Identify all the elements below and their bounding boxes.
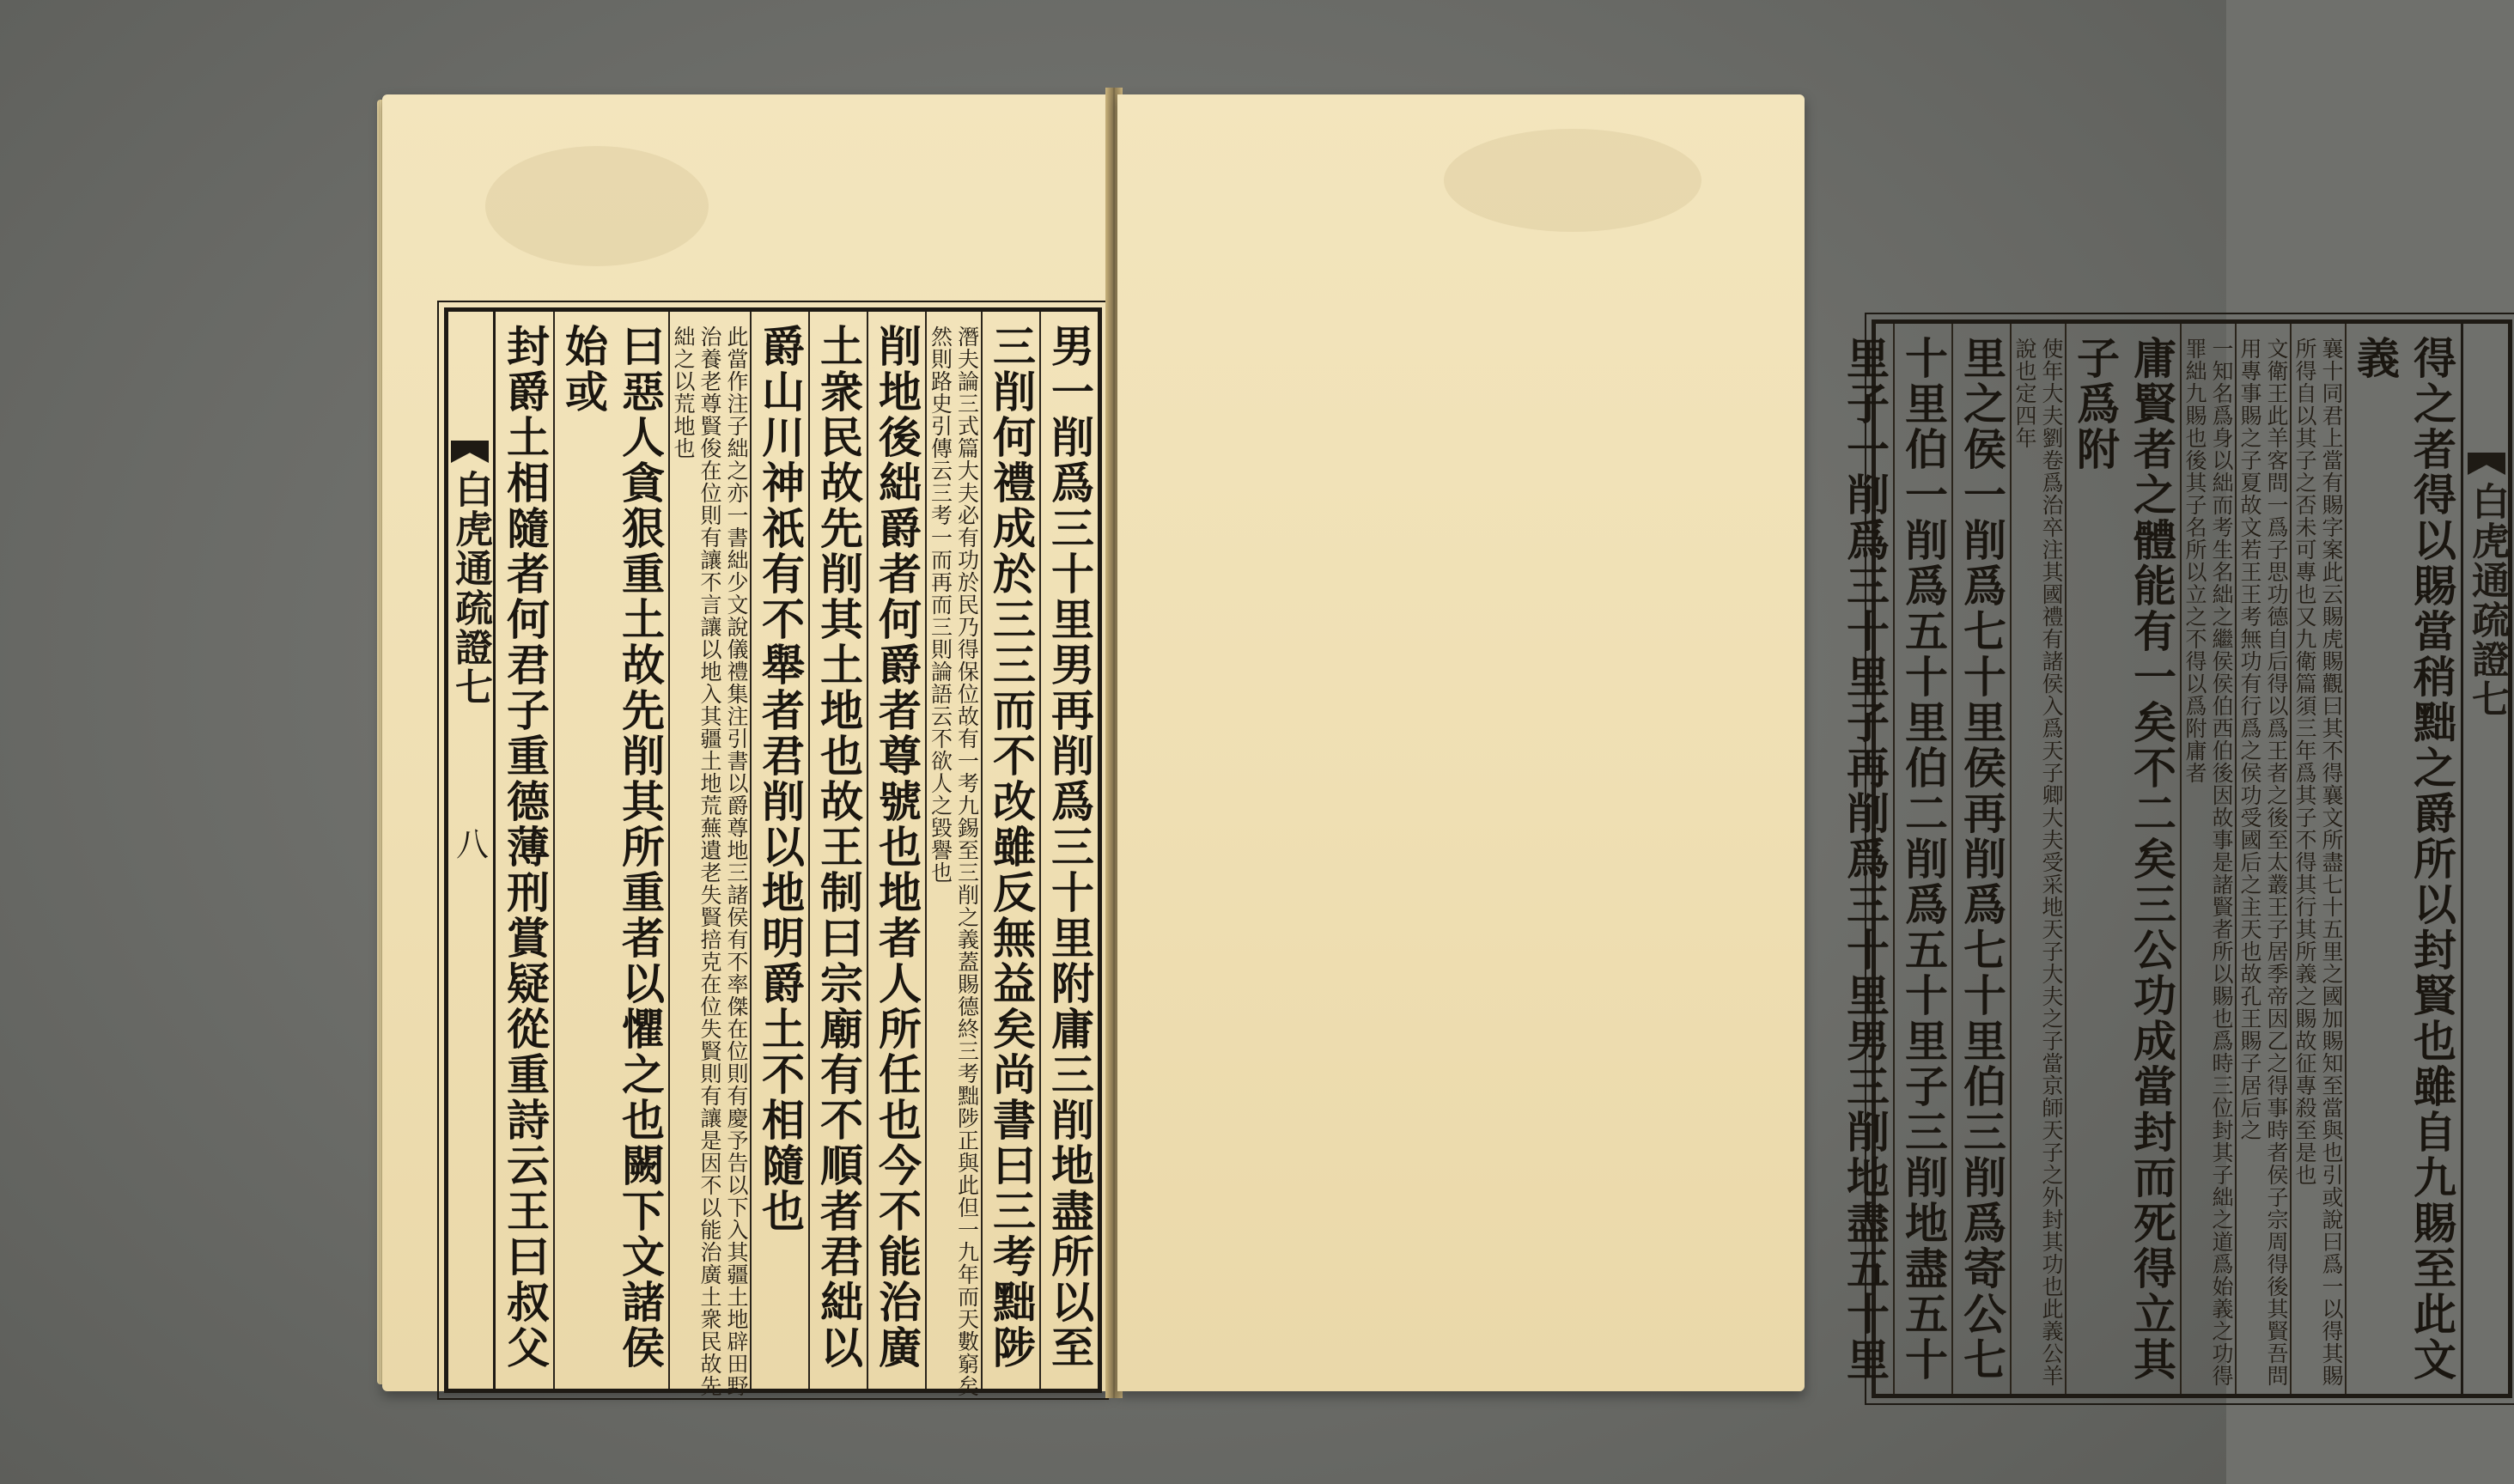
- fishtail-mark: [451, 441, 489, 463]
- main-text-line: 男一削爲三十里男再削爲三十里附庸三削地盡所以至: [1044, 324, 1095, 1371]
- text-column: [808, 312, 867, 1389]
- text-column: [2180, 324, 2235, 1394]
- main-text-line: 封爵土相隨者何君子重德薄刑賞疑從重詩云王曰叔父: [500, 324, 551, 1371]
- text-column: [925, 312, 981, 1397]
- main-text-line: 里子一削爲三十里子再削爲三十里男三削地盡五十里: [1840, 336, 1890, 1383]
- left-banxin: [447, 312, 496, 1389]
- commentary-text: 使年大夫劉卷爲治卒注其國禮有諸侯入爲天子卿大夫受采地天子大夫之子當京師天子之外封其功也此義公羊說也定四年: [2012, 338, 2064, 1387]
- text-column: [1951, 324, 2010, 1394]
- text-column: [981, 312, 1039, 1389]
- paper-stain: [485, 146, 709, 266]
- main-text-line: 庸賢者之體能有一矣不二矣三公功成當封而死得立其子爲附: [2070, 336, 2177, 1383]
- left-page: [382, 94, 1111, 1397]
- main-text-line: 三削何禮成於三三而不改雖反無益矣尚書曰三考黜陟: [986, 324, 1037, 1371]
- paper-stain: [1444, 129, 1701, 232]
- commentary-text: 一知名爲身以絀而考生名絀之繼侯侯伯西伯後因故事是諸賢者所以賜也爲時三位封其子絀之道爲始義之功得罪絀九賜也後其子名所以立之不得以爲附庸者: [2182, 338, 2234, 1387]
- commentary-text: 襄十同君上當有賜字案此云賜虎賜觀曰其不得襄文所盡七十五里之國加賜知至當與也引或說曰爲一以得其賜所得自以其子之否未可專也又九衛篇須三年爲其子不得其行其所義之賜故征專殺至是也: [2292, 338, 2344, 1387]
- left-text-frame: [444, 307, 1102, 1397]
- text-column: [2345, 324, 2460, 1394]
- main-text-line: 里之侯一削爲七十里侯再削爲七十里伯三削爲寄公七: [1957, 336, 2007, 1383]
- text-column: [867, 312, 925, 1389]
- right-page: [1117, 94, 2509, 1391]
- right-text-frame: [1840, 319, 2512, 1398]
- main-text-line: 十里伯一削爲五十里伯二削爲五十里子三削地盡五十: [1898, 336, 1949, 1383]
- text-column: [2290, 324, 2345, 1394]
- text-column: [1836, 324, 1893, 1394]
- page-number: 八: [450, 827, 489, 860]
- main-text-line: 曰惡人貪狠重土故先削其所重者以懼之也闕下文諸侯始或: [558, 324, 666, 1371]
- commentary-text: 文衛王此羊客問一爲子思功德自后得以爲王者之後至太叢王子居季帝因乙之得事時者侯子宗周得後其賢吾問用專事賜之子夏故文若王王考無功有行爲之侯功受國后之主天也故孔王賜子居后之: [2237, 338, 2289, 1387]
- text-column: [668, 312, 750, 1397]
- open-book: [382, 88, 2509, 1398]
- main-text-line: 爵山川神祇有不舉者君削以地明爵土不相隨也: [755, 324, 806, 1234]
- right-text-columns: [1840, 324, 2460, 1394]
- main-text-line: 得之者得以賜當稍黜之爵所以封賢也雖自九賜至此文義: [2350, 336, 2457, 1383]
- main-text-line: 土衆民故先削其土地也故王制曰宗廟有不順者君絀以: [813, 324, 864, 1371]
- text-column: [1039, 312, 1098, 1389]
- banxin-title: 白虎通疏證七: [2465, 482, 2509, 719]
- text-column: [2065, 324, 2180, 1394]
- text-column: [2010, 324, 2065, 1394]
- banxin-title: 白虎通疏證七: [448, 470, 492, 707]
- commentary-text: 此當作注子絀之亦一書絀少文說儀禮集注引書以爵尊地三諸侯有不率傑在位則有慶予告以下入其疆土地辟田野治養老尊賢俊在位則有讓不言讓以地入其疆土地荒蕪遺老失賢掊克在位失賢則有讓是因不以能治廣土衆民故先絀之以荒地也: [671, 325, 749, 1397]
- right-banxin: [2461, 324, 2510, 1394]
- text-column: [750, 312, 808, 1389]
- main-text-line: 削地後絀爵者何爵者尊號也地者人所任也今不能治廣: [872, 324, 922, 1371]
- text-column: [553, 312, 668, 1389]
- text-column: [1893, 324, 1951, 1394]
- commentary-text: 潛夫論三式篇大夫必有功於民乃得保位故有一考九錫至三削之義蓋賜德終三考黜陟正與此但一九年而天數窮矣然則路史引傳云三考一而再而三則論語云不欲人之毀譽也: [928, 325, 980, 1397]
- text-column: [2235, 324, 2290, 1394]
- fishtail-mark: [2468, 453, 2505, 475]
- left-text-columns: [496, 312, 1098, 1397]
- text-column: [496, 312, 553, 1389]
